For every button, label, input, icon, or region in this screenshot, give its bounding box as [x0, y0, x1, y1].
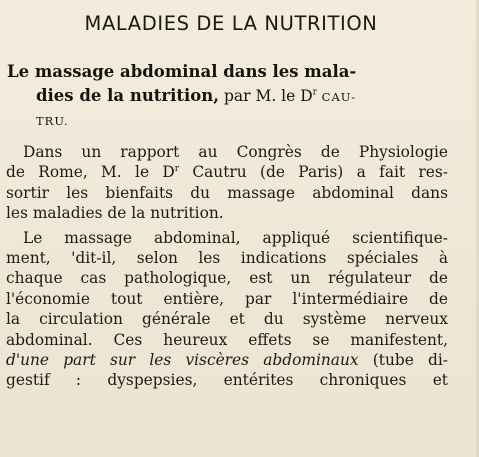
author-name-part-1: CAU- — [316, 90, 357, 104]
author-name-part-2: TRU. — [36, 114, 69, 128]
paragraph-2-line-7 — [6, 350, 448, 370]
paragraph-1-line-3: sortir les bienfaits du massage abdominal dans — [6, 183, 448, 202]
paragraph-2-line-6: abdominal. Ces heureux effets se manifestent, — [6, 330, 448, 349]
title-line-1: Le massage abdominal dans les mala- — [7, 62, 357, 81]
author-prefix: par M. le D — [219, 87, 313, 105]
paragraph-2-line-7-tail: (tube di- — [358, 351, 448, 370]
paragraph-2-line-7-italic: d'une part sur les viscères abdominaux — [6, 351, 359, 370]
paragraph-1-line-2-end: Cautru (de Paris) a fait res- — [179, 163, 448, 182]
paragraph-2-line-5: la circulation générale et du système nerveux — [6, 310, 448, 329]
paragraph-1-line-2 — [6, 162, 448, 182]
title-continuation: dies de la nutrition, — [36, 86, 220, 105]
doctor-superscript: r — [174, 164, 180, 175]
paragraph-2-line-4: l'économie tout entière, par l'intermédiaire de — [6, 289, 448, 308]
section-header: MALADIES DE LA NUTRITION — [84, 12, 378, 35]
paragraph-2-line-2: ment, 'dit-il, selon les indications spéciales à — [6, 249, 448, 268]
paragraph-2-line-3: chaque cas pathologique, est un régulateur de — [6, 269, 448, 288]
paragraph-1-line-1: Dans un rapport au Congrès de Physiologie — [23, 143, 448, 161]
article-body — [6, 142, 448, 391]
article-title — [7, 60, 447, 133]
paragraph-1-line-2-start: de Rome, M. le D — [6, 163, 175, 182]
author-title-superscript: r — [312, 87, 317, 98]
paragraph-1-line-4: les maladies de la nutrition. — [6, 204, 224, 223]
paragraph-2-line-1: Le massage abdominal, appliqué scientifique- — [23, 228, 448, 247]
title-line-2 — [7, 84, 447, 109]
paragraph-2-line-8: gestif : dyspepsies, entérites chroniques et — [6, 371, 448, 390]
